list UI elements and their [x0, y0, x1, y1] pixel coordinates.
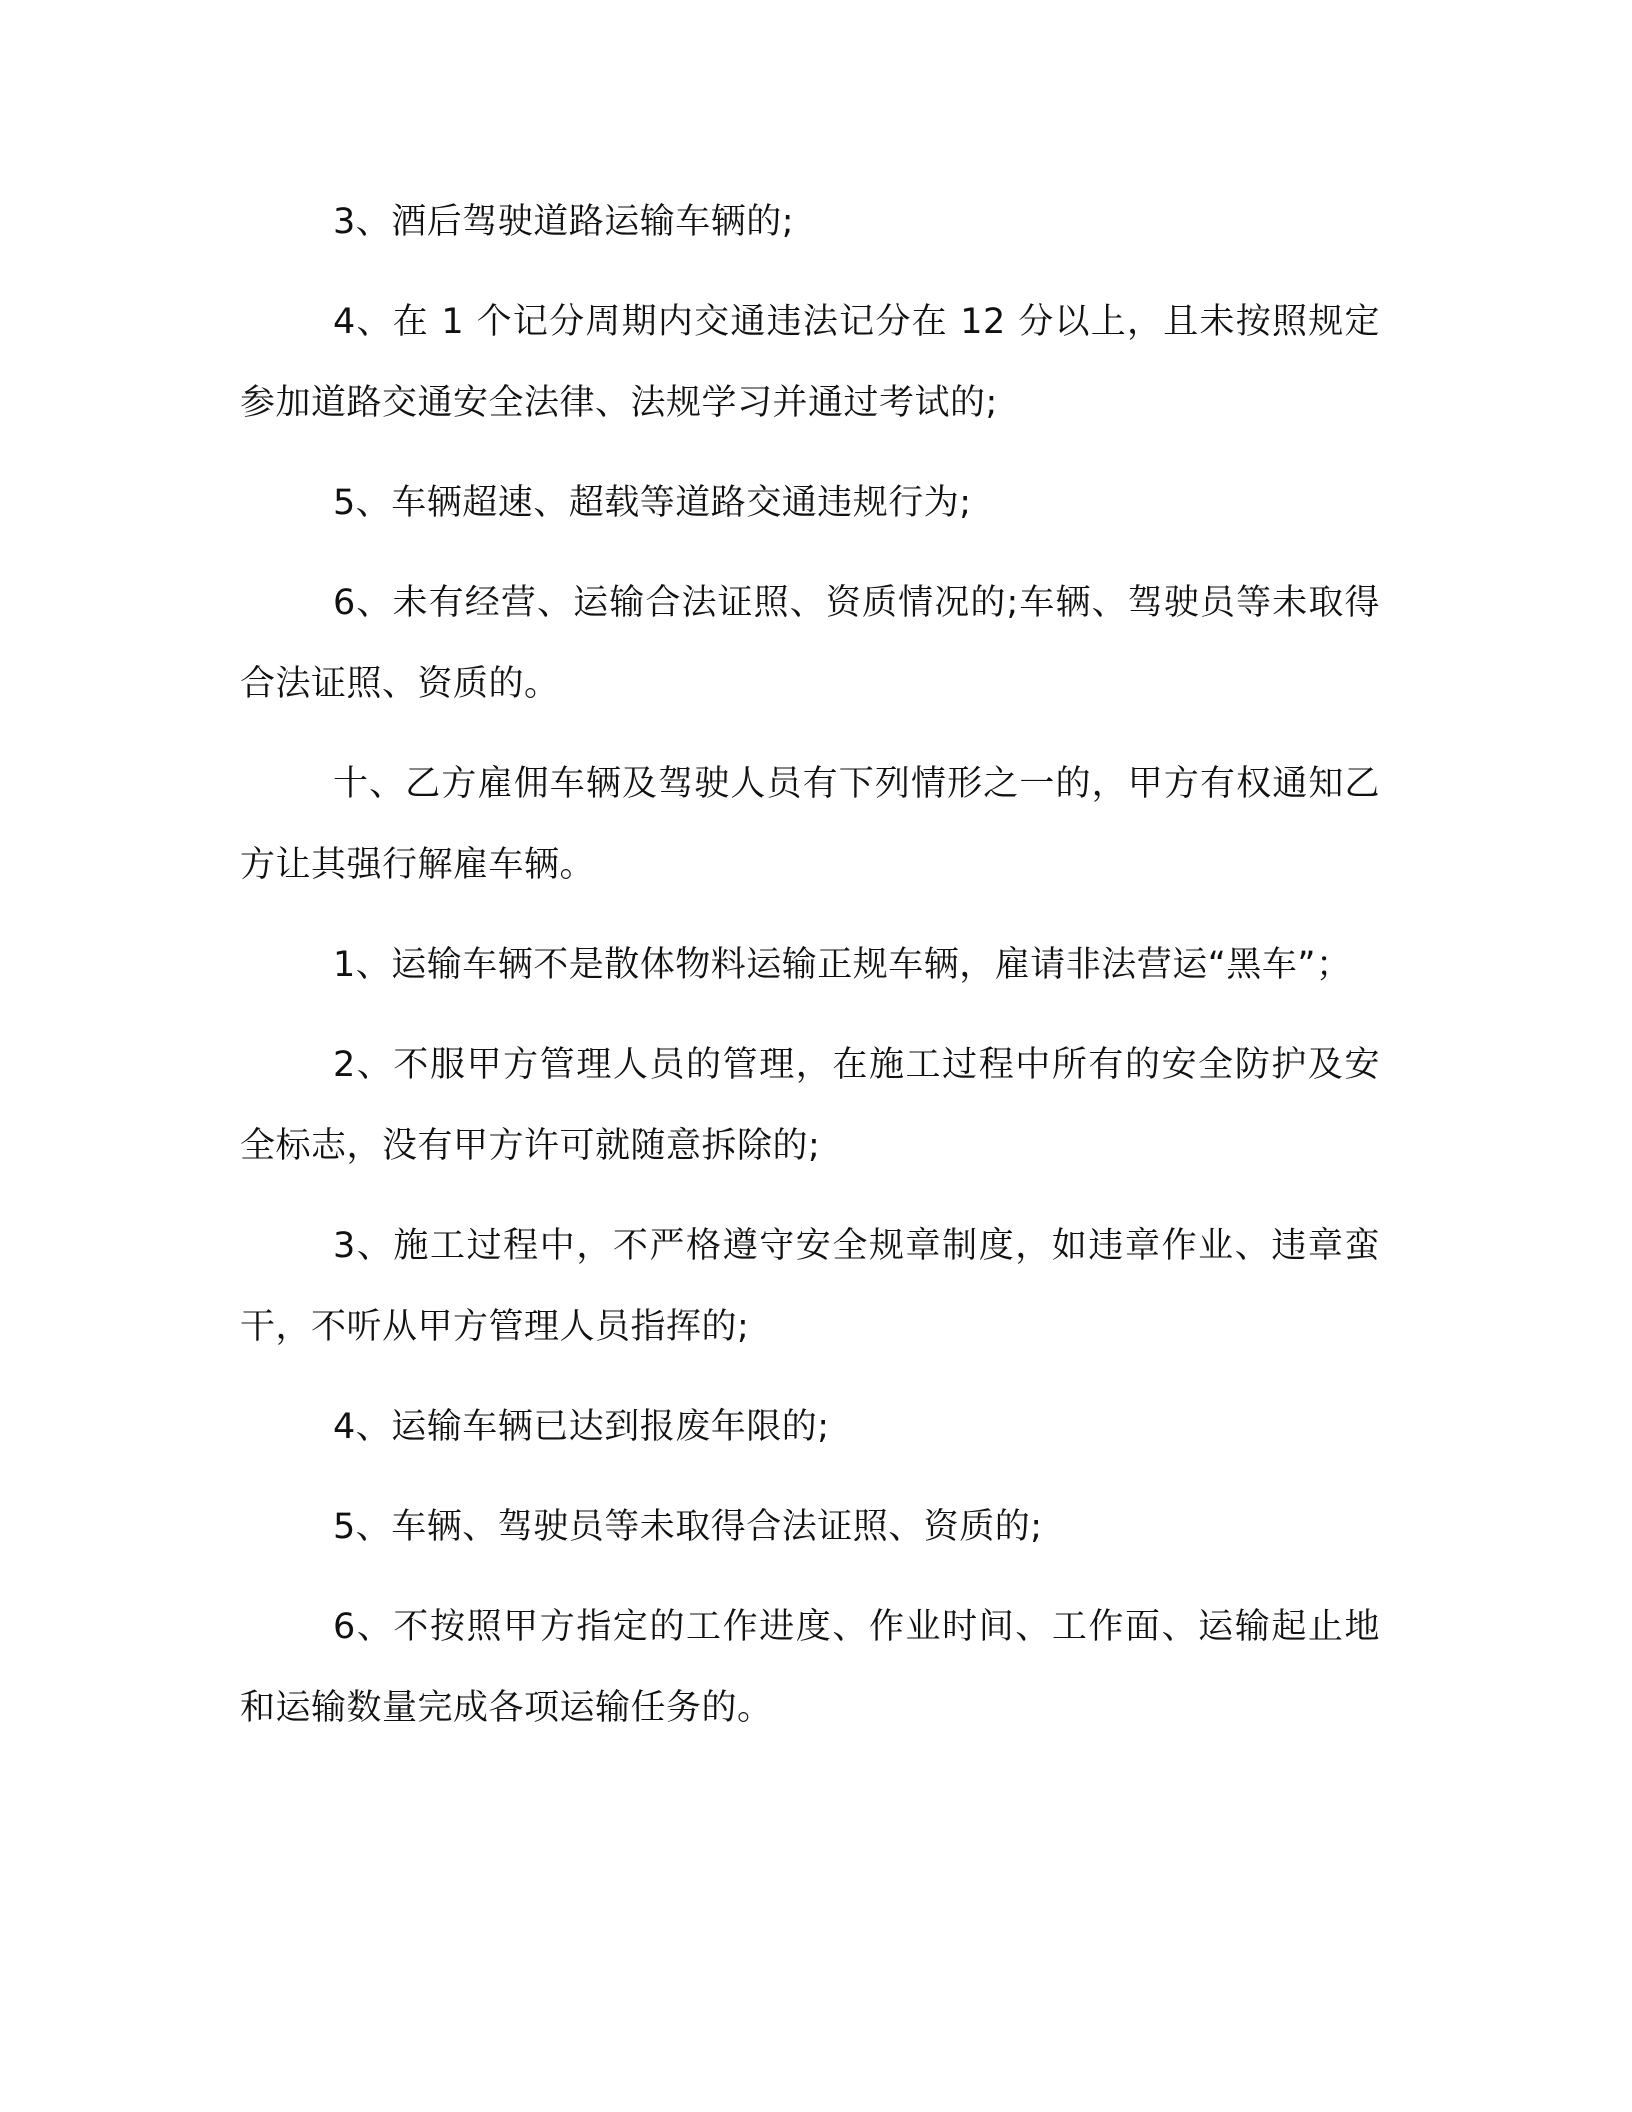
- paragraph-section-ten-item-5: 5、车辆、驾驶员等未取得合法证照、资质的;: [333, 1507, 1043, 1547]
- paragraph-section-ten-item-6: 6、不按照甲方指定的工作进度、作业时间、工作面、运输起止地和运输数量完成各项运输任务的。: [240, 1607, 1380, 1728]
- paragraph-item-3-drunk-driving: 3、酒后驾驶道路运输车辆的;: [333, 202, 795, 242]
- paragraph-item-5-speeding: 5、车辆超速、超载等道路交通违规行为;: [333, 483, 972, 523]
- paragraph-item-4-penalty-points: 4、在 1 个记分周期内交通违法记分在 12 分以上，且未按照规定参加道路交通安全法律、法规学习并通过考试的;: [240, 302, 1380, 423]
- paragraph-section-ten-item-3: 3、施工过程中，不严格遵守安全规章制度，如违章作业、违章蛮干，不听从甲方管理人员指挥的;: [240, 1226, 1380, 1347]
- document-page: [240, 182, 1380, 1768]
- paragraph-section-ten: 十、乙方雇佣车辆及驾驶人员有下列情形之一的，甲方有权通知乙方让其强行解雇车辆。: [240, 764, 1380, 885]
- paragraph-section-ten-item-1: 1、运输车辆不是散体物料运输正规车辆，雇请非法营运“黑车”；: [333, 945, 1352, 985]
- paragraph-section-ten-item-4: 4、运输车辆已达到报废年限的;: [333, 1407, 830, 1447]
- paragraph-item-6-licenses: 6、未有经营、运输合法证照、资质情况的;车辆、驾驶员等未取得合法证照、资质的。: [240, 583, 1380, 704]
- paragraph-section-ten-item-2: 2、不服甲方管理人员的管理，在施工过程中所有的安全防护及安全标志，没有甲方许可就随意拆除的;: [240, 1045, 1380, 1166]
